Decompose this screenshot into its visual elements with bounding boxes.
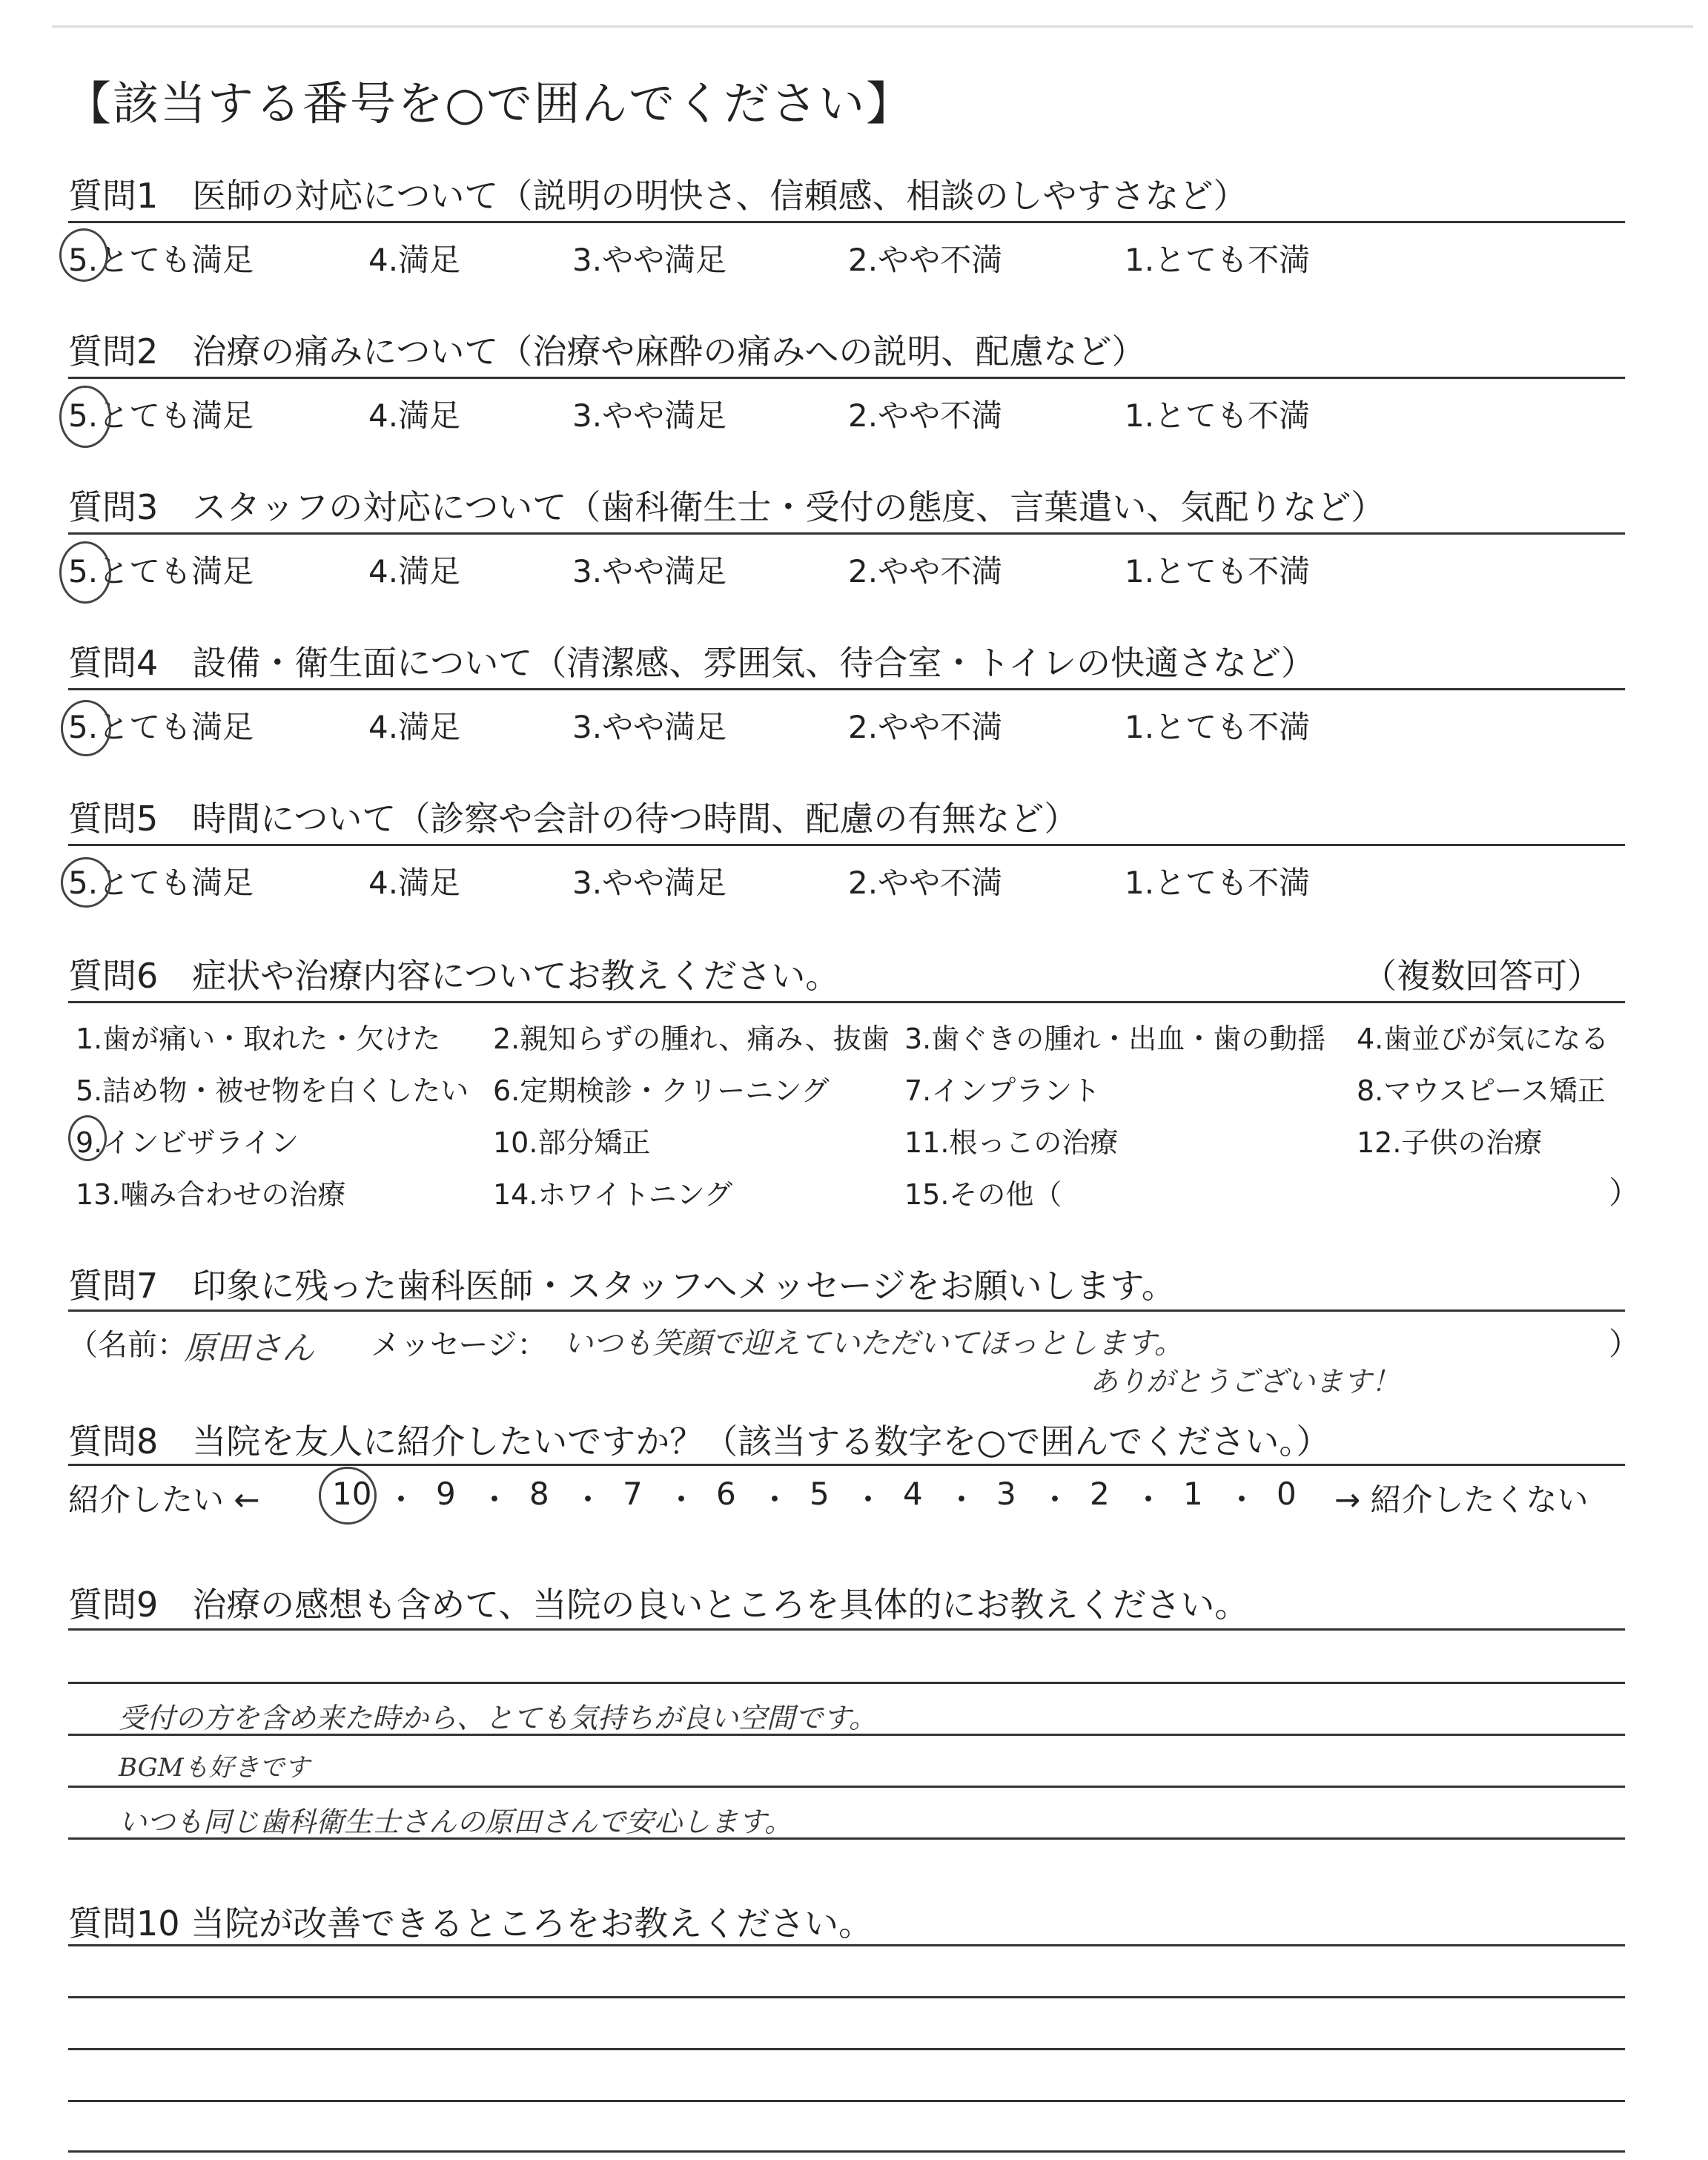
q8-num-4[interactable]: 4: [903, 1476, 923, 1512]
q2-option-2[interactable]: 2.やや不満: [848, 397, 1003, 434]
q8-dot: ・: [572, 1482, 604, 1518]
q4-answer-circle: [61, 700, 111, 756]
q8-num-3[interactable]: 3: [996, 1476, 1016, 1512]
q3-option-1[interactable]: 1.とても不満: [1125, 553, 1311, 589]
q1-option-3[interactable]: 3.やや満足: [572, 242, 727, 278]
q5-title: 質問5 時間について（診察や会計の待つ時間、配慮の有無など）: [68, 799, 1079, 839]
q2-title: 質問2 治療の痛みについて（治療や麻酔の痛みへの説明、配慮など）: [68, 331, 1146, 371]
q8-rule: [68, 1464, 1625, 1466]
q10-rule-5: [68, 2150, 1625, 2153]
q6-item-4[interactable]: 4.歯並びが気になる: [1357, 1023, 1609, 1055]
q5-option-2[interactable]: 2.やや不満: [848, 865, 1003, 901]
top-border: [52, 25, 1693, 28]
q6-item-7[interactable]: 7.インプラント: [904, 1074, 1101, 1107]
q6-other-close-paren: ）: [1609, 1175, 1641, 1211]
q9-answer-line-2: BGMも好きです: [119, 1753, 310, 1783]
q3-option-4[interactable]: 4.満足: [368, 553, 461, 589]
q9-rule-4: [68, 1786, 1625, 1788]
q8-num-7[interactable]: 7: [623, 1476, 643, 1512]
q1-option-4[interactable]: 4.満足: [368, 242, 461, 278]
q1-option-5[interactable]: 5.とても満足: [68, 242, 254, 278]
q8-answer-circle: [319, 1467, 377, 1525]
page-title: 【該当する番号を○で囲んでください】: [65, 76, 914, 131]
q2-answer-circle: [59, 386, 111, 448]
q4-option-4[interactable]: 4.満足: [368, 709, 461, 745]
q6-item-10[interactable]: 10.部分矯正: [493, 1126, 651, 1159]
q8-num-2[interactable]: 2: [1090, 1476, 1110, 1512]
q10-rule-1: [68, 1944, 1625, 1946]
q6-item-15[interactable]: 15.その他（: [904, 1178, 1062, 1211]
q4-option-3[interactable]: 3.やや満足: [572, 709, 727, 745]
q8-num-1[interactable]: 1: [1183, 1476, 1203, 1512]
q8-right-label: → 紹介したくない: [1334, 1482, 1589, 1518]
q8-title: 質問8 当院を友人に紹介したいですか？（該当する数字を○で囲んでください。）: [68, 1421, 1331, 1462]
q6-note: （複数回答可）: [1363, 956, 1601, 996]
q7-close-paren: ）: [1609, 1326, 1641, 1362]
q3-answer-circle: [59, 541, 111, 604]
q8-num-9[interactable]: 9: [436, 1476, 456, 1512]
q9-rule-1: [68, 1628, 1625, 1631]
q6-title: 質問6 症状や治療内容についてお教えください。: [68, 956, 840, 996]
q5-answer-circle: [61, 857, 111, 908]
q8-num-5[interactable]: 5: [810, 1476, 830, 1512]
q5-option-5[interactable]: 5.とても満足: [68, 865, 254, 901]
q3-option-3[interactable]: 3.やや満足: [572, 553, 727, 589]
q4-rule: [68, 688, 1625, 690]
q6-item-14[interactable]: 14.ホワイトニング: [493, 1178, 733, 1211]
q8-dot: ・: [1133, 1482, 1165, 1518]
q9-answer-line-1: 受付の方を含め来た時から、とても気持ちが良い空間です。: [119, 1702, 877, 1734]
q3-option-2[interactable]: 2.やや不満: [848, 553, 1003, 589]
q8-dot: ・: [1039, 1482, 1071, 1518]
q4-title: 質問4 設備・衛生面について（清潔感、雰囲気、待合室・トイレの快適さなど）: [68, 643, 1316, 683]
q5-option-4[interactable]: 4.満足: [368, 865, 461, 901]
q8-dot: ・: [1226, 1482, 1258, 1518]
q8-dot: ・: [385, 1482, 417, 1518]
q3-options: [68, 547, 1625, 592]
q9-answer-line-3: いつも同じ歯科衛生士さんの原田さんで安心します。: [119, 1806, 792, 1838]
q4-option-2[interactable]: 2.やや不満: [848, 709, 1003, 745]
q8-dot: ・: [759, 1482, 791, 1518]
q2-option-1[interactable]: 1.とても不満: [1125, 397, 1311, 434]
q6-item-8[interactable]: 8.マウスピース矯正: [1357, 1074, 1606, 1107]
q4-option-1[interactable]: 1.とても不満: [1125, 709, 1311, 745]
q5-option-1[interactable]: 1.とても不満: [1125, 865, 1311, 901]
q10-title: 質問10 当院が改善できるところをお教えください。: [68, 1903, 873, 1943]
q8-left-label: 紹介したい ←: [68, 1482, 260, 1518]
q2-option-4[interactable]: 4.満足: [368, 397, 461, 434]
q4-option-5[interactable]: 5.とても満足: [68, 709, 254, 745]
q6-item-13[interactable]: 13.噛み合わせの治療: [76, 1178, 346, 1211]
q8-dot: ・: [853, 1482, 884, 1518]
q2-rule: [68, 377, 1625, 379]
q6-item-5[interactable]: 5.詰め物・被せ物を白くしたい: [76, 1074, 469, 1107]
q6-answer-circle: [68, 1115, 107, 1161]
q10-rule-3: [68, 2048, 1625, 2050]
q7-name-value: 原田さん: [184, 1330, 314, 1367]
q1-rule: [68, 221, 1625, 223]
q9-rule-2: [68, 1682, 1625, 1684]
q7-name-label: （名前：: [68, 1328, 187, 1362]
q7-message-line1: いつも笑顔で迎えていただいてほっとします。: [563, 1327, 1184, 1361]
q4-options: [68, 703, 1625, 747]
q2-option-3[interactable]: 3.やや満足: [572, 397, 727, 434]
q5-options: [68, 859, 1625, 903]
q8-dot: ・: [479, 1482, 511, 1518]
q5-option-3[interactable]: 3.やや満足: [572, 865, 727, 901]
q9-title: 質問9 治療の感想も含めて、当院の良いところを具体的にお教えください。: [68, 1585, 1249, 1625]
q6-item-11[interactable]: 11.根っこの治療: [904, 1126, 1119, 1159]
q6-item-9[interactable]: 9.インビザライン: [76, 1126, 299, 1159]
q8-dot: ・: [666, 1482, 698, 1518]
q6-rule: [68, 1001, 1625, 1003]
q6-item-2[interactable]: 2.親知らずの腫れ、痛み、抜歯: [493, 1023, 890, 1055]
q1-options: [68, 236, 1625, 280]
q7-message-label: メッセージ：: [371, 1328, 547, 1362]
q6-item-6[interactable]: 6.定期検診・クリーニング: [493, 1074, 830, 1107]
q8-num-10[interactable]: 10: [332, 1476, 372, 1512]
q2-options: [68, 392, 1625, 436]
q7-title: 質問7 印象に残った歯科医師・スタッフへメッセージをお願いします。: [68, 1266, 1176, 1306]
q6-item-3[interactable]: 3.歯ぐきの腫れ・出血・歯の動揺: [904, 1023, 1326, 1055]
q3-option-5[interactable]: 5.とても満足: [68, 553, 254, 589]
q6-item-1[interactable]: 1.歯が痛い・取れた・欠けた: [76, 1023, 441, 1055]
q8-num-0[interactable]: 0: [1277, 1476, 1297, 1512]
q1-title: 質問1 医師の対応について（説明の明快さ、信頼感、相談のしやすさなど）: [68, 176, 1248, 216]
q5-rule: [68, 844, 1625, 846]
q1-option-2[interactable]: 2.やや不満: [848, 242, 1003, 278]
q10-rule-2: [68, 1996, 1625, 1998]
q8-dot: ・: [946, 1482, 978, 1518]
q3-title: 質問3 スタッフの対応について（歯科衛生士・受付の態度、言葉遣い、気配りなど）: [68, 487, 1386, 527]
q1-answer-circle: [59, 228, 108, 282]
q7-message-line2: ありがとうございます！: [1090, 1365, 1400, 1398]
q6-item-12[interactable]: 12.子供の治療: [1357, 1126, 1543, 1159]
q10-rule-4: [68, 2100, 1625, 2102]
q2-option-5[interactable]: 5.とても満足: [68, 397, 254, 434]
q8-num-6[interactable]: 6: [716, 1476, 736, 1512]
q3-rule: [68, 532, 1625, 535]
q1-option-1[interactable]: 1.とても不満: [1125, 242, 1311, 278]
q8-num-8[interactable]: 8: [529, 1476, 549, 1512]
q7-rule: [68, 1309, 1625, 1312]
